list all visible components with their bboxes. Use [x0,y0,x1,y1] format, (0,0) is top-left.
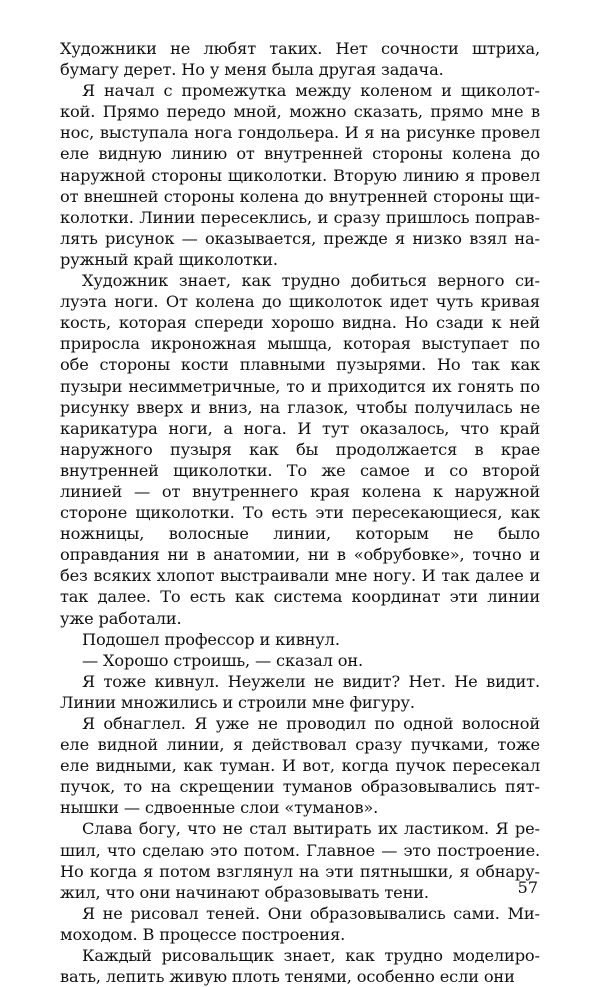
paragraph-2: Я начал с промежутка между коленом и щиколоткой. Прямо передо мной, можно сказать, прямо мне в нос, выступала нога гондольера. И я на рисунке провел еле видную линию от внутренней стороны колена до наружной стороны щиколотки. Вторую линию я провел от внешней стороны колена до внутренней стороны щиколотки. Линии пересеклись, и сразу пришлось поправлять рисунок — оказывается, прежде я низко взял наружный край щиколотки. [60,81,540,269]
paragraph-10: Каждый рисовальщик знает, как трудно моделировать, лепить живую плоть тенями, особенно если они [60,946,540,987]
page-number: 57 [517,878,538,897]
paragraph-1: Художники не любят таких. Нет сочности штриха, бумагу дерет. Но у меня была другая задача. [60,39,540,80]
paragraph-7: Я обнаглел. Я уже не проводил по одной волосной еле видной линии, я действовал сразу пучками, тоже еле видными, как туман. И вот, когда пучок пересекал пучок, то на скрещении туманов образовывались пятнышки — сдвоенные слои «туманов». [60,714,540,818]
paragraph-6: Я тоже кивнул. Неужели не видит? Нет. Не видит. Линии множились и строили мне фигуру. [60,671,540,712]
paragraph-4: Подошел профессор и кивнул. [82,629,340,649]
paragraph-9: Я не рисовал теней. Они образовывались сами. Мимоходом. В процессе построения. [60,903,540,944]
paragraph-5: — Хорошо строишь, — сказал он. [82,650,363,670]
paragraph-8: Слава богу, что не стал вытирать их ластиком. Я решил, что сделаю это потом. Главное — это построение. Но когда я потом взглянул на эти пятнышки, я обнаружил, что они начинают образовывать тени. [60,819,540,902]
page-text-body [60,38,540,987]
paragraph-3: Художник знает, как трудно добиться верного силуэта ноги. От колена до щиколоток идет чуть кривая кость, которая спереди хорошо видна. Но сзади к ней приросла икроножная мышца, которая выступает по обе стороны кости плавными пузырями. Но так как пузыри несимметричные, то и приходится их гонять по рисунку вверх и вниз, на глазок, чтобы получилась не карикатура ноги, а нога. И тут оказалось, что край наружного пузыря как бы продолжается в крае внутренней щиколотки. То же самое и со второй линией — от внутреннего края колена к наружной стороне щиколотки. То есть эти пересекающиеся, как ножницы, волосные линии, которым не было оправдания ни в анатомии, ни в «обрубовке», точно и без всяких хлопот выстраивали мне ногу. И так далее и так далее. То есть как система координат эти линии уже работали. [60,271,540,628]
